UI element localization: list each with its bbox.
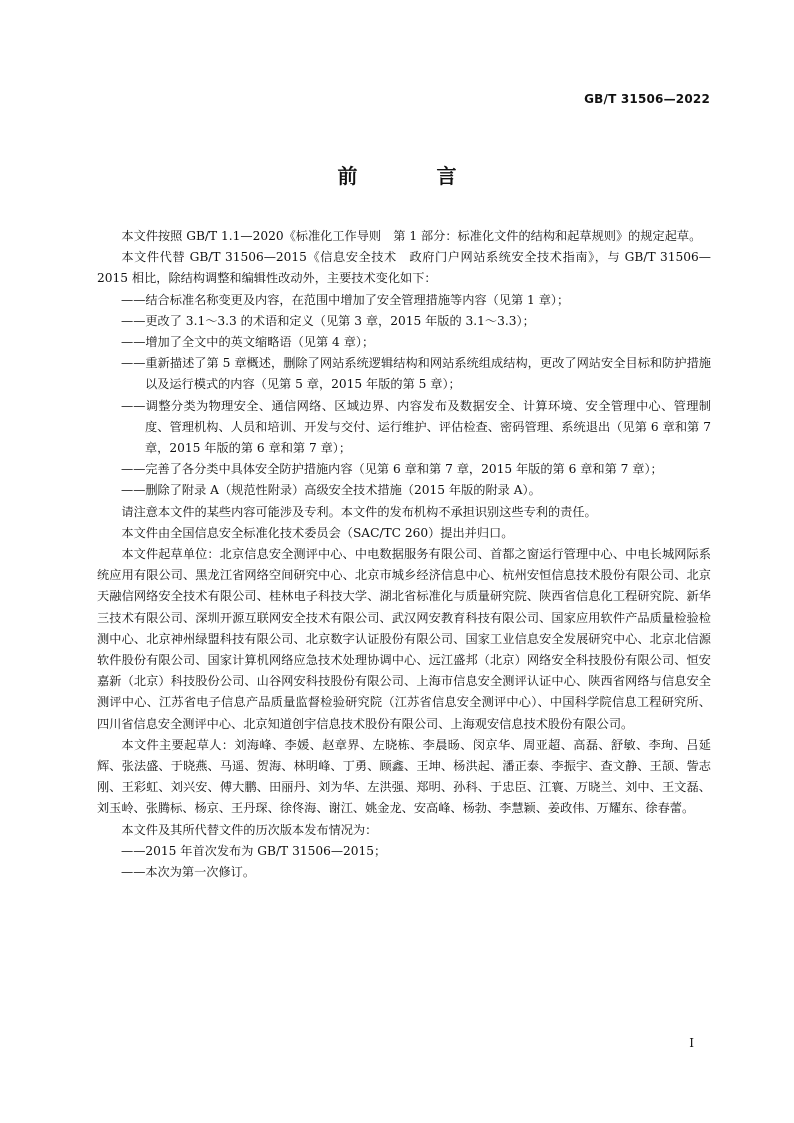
proposer-paragraph: 本文件由全国信息安全标准化技术委员会（SAC/TC 260）提出并归口。	[121, 525, 514, 540]
foreword-body	[97, 226, 711, 883]
change-item: ——结合标准名称变更及内容，在范围中增加了安全管理措施等内容（见第 1 章）；	[121, 292, 570, 307]
change-item: ——调整分类为物理安全、通信网络、区域边界、内容发布及数据安全、计算环境、安全管理中心、管理制度、管理机构、人员和培训、开发与交付、运行维护、评估检查、密码管理、系统退出（见第 6 章和第 7 章，2015 年版的第 6 章和第 7 章）；	[121, 398, 711, 456]
change-item: ——增加了全文中的英文缩略语（见第 4 章）；	[121, 335, 375, 350]
drafting-basis-paragraph: 本文件按照 GB/T 1.1—2020《标准化工作导则 第 1 部分：标准化文件的结构和起草规则》的规定起草。	[121, 229, 702, 243]
page-number: I	[689, 1036, 694, 1050]
change-item: ——更改了 3.1～3.3 的术语和定义（见第 3 章，2015 年版的 3.1～3.3）；	[121, 313, 535, 328]
history-intro: 本文件及其所代替文件的历次版本发布情况为：	[121, 822, 378, 837]
drafters-paragraph: 本文件主要起草人：刘海峰、李媛、赵章界、左晓栋、李晨旸、闵京华、周亚超、高磊、舒敏、李珣、吕延辉、张法盛、于晓燕、马遥、贺海、林明峰、丁勇、顾鑫、王坤、杨洪起、潘正泰、李振宇、查文静、王颉、訾志刚、王彩虹、刘兴安、傅大鹏、田丽丹、刘为华、左洪强、郑明、孙科、于忠臣、江寰、万晓兰、刘中、王文磊、刘玉岭、张腾标、杨京、王丹琛、徐佟海、谢江、姚金龙、安高峰、杨勃、李慧颖、姜政伟、万耀东、徐春蕾。	[97, 737, 711, 816]
standard-code: GB/T 31506—2022	[584, 92, 710, 106]
change-item: ——重新描述了第 5 章概述，删除了网站系统逻辑结构和网站系统组成结构，更改了网站安全目标和防护措施以及运行模式的内容（见第 5 章，2015 年版的第 5 章）；	[121, 356, 711, 392]
history-item: ——本次为第一次修订。	[121, 865, 256, 880]
history-item: ——2015 年首次发布为 GB/T 31506—2015；	[121, 843, 387, 858]
patent-notice: 请注意本文件的某些内容可能涉及专利。本文件的发布机构不承担识别这些专利的责任。	[121, 504, 597, 519]
change-item: ——完善了各分类中具体安全防护措施内容（见第 6 章和第 7 章，2015 年版的第 6 章和第 7 章）；	[121, 462, 663, 477]
change-item: ——删除了附录 A（规范性附录）高级安全技术措施（2015 年版的附录 A）。	[121, 483, 541, 498]
replacement-paragraph: 本文件代替 GB/T 31506—2015《信息安全技术 政府门户网站系统安全技术指南》，与 GB/T 31506—2015 相比，除结构调整和编辑性改动外，主要技术变化如下：	[97, 250, 711, 286]
page-title: 前 言	[337, 164, 493, 188]
drafting-units-paragraph: 本文件起草单位：北京信息安全测评中心、中电数据服务有限公司、首都之窗运行管理中心、中电长城网际系统应用有限公司、黑龙江省网络空间研究中心、北京市城乡经济信息中心、杭州安恒信息技术股份有限公司、北京天融信网络安全技术有限公司、桂林电子科技大学、湖北省标准化与质量研究院、陕西省信息化工程研究院、新华三技术有限公司、深圳开源互联网安全技术有限公司、武汉网安教育科技有限公司、国家应用软件产品质量检验检测中心、北京神州绿盟科技有限公司、北京数字认证股份有限公司、国家工业信息安全发展研究中心、北京北信源软件股份有限公司、国家计算机网络应急技术处理协调中心、远江盛邦（北京）网络安全科技股份有限公司、恒安嘉新（北京）科技股份公司、山谷网安科技股份有限公司、上海市信息安全测评认证中心、陕西省网络与信息安全测评中心、江苏省电子信息产品质量监督检验研究院（江苏省信息安全测评中心）、中国科学院信息工程研究所、四川省信息安全测评中心、北京知道创宇信息技术股份有限公司、上海观安信息技术股份有限公司。	[97, 547, 711, 731]
